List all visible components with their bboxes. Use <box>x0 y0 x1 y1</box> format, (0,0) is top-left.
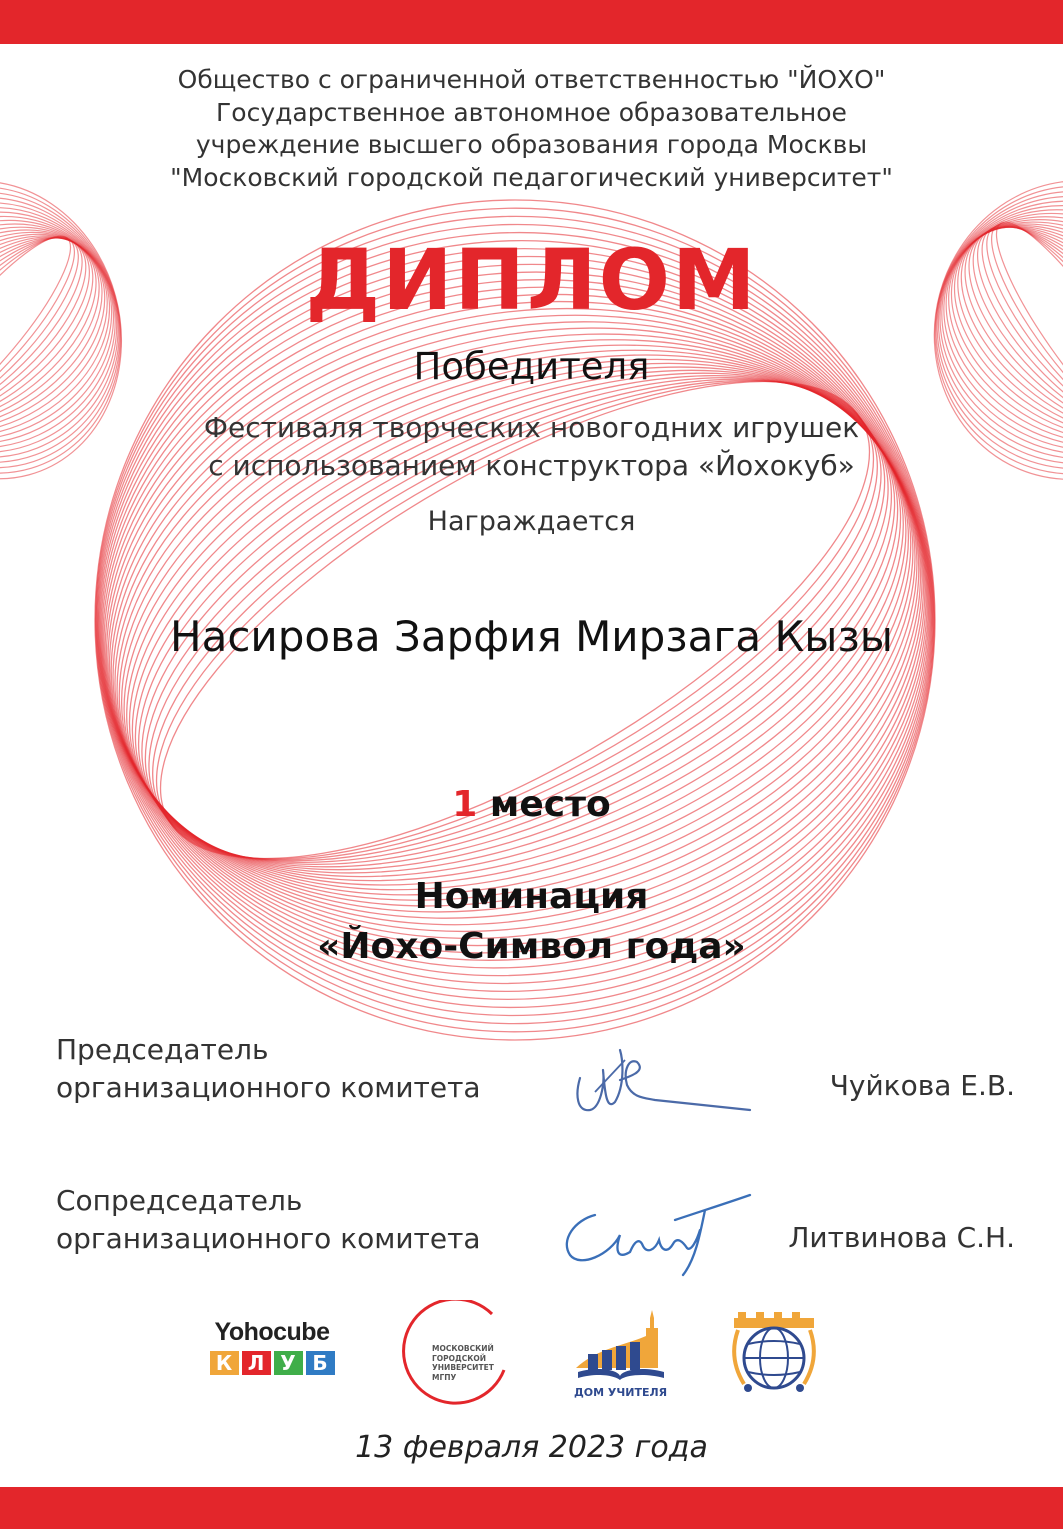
place-number: 1 <box>452 784 478 825</box>
dom-uchitelya-label: ДОМ УЧИТЕЛЯ <box>573 1386 668 1399</box>
yohocube-letter: Б <box>306 1351 335 1375</box>
nomination-label: Номинация <box>414 876 649 917</box>
role-line: организационного комитета <box>56 1071 481 1104</box>
mgpu-line: МОСКОВСКИЙ <box>432 1344 494 1353</box>
mgpu-line: УНИВЕРСИТЕТ <box>432 1363 494 1372</box>
organizer-line: Государственное автономное образовательное <box>216 97 847 127</box>
signature-name-cochair: Литвинова С.Н. <box>788 1221 1015 1254</box>
diploma-subtitle: Победителя <box>413 345 650 388</box>
globe-emblem-logo <box>722 1310 826 1394</box>
role-line: Сопредседатель <box>56 1184 303 1217</box>
place-heading <box>0 784 1063 825</box>
diploma-title: ДИПЛОМ <box>305 231 758 329</box>
signature-cochair-image <box>555 1180 760 1280</box>
organizers-block <box>0 64 1063 194</box>
yohocube-letter-row <box>207 1351 337 1375</box>
festival-line: с использованием конструктора «Йохокуб» <box>208 449 855 482</box>
awarded-label: Награждается <box>427 506 636 537</box>
yohocube-wordmark: Yohocube <box>214 1318 330 1346</box>
mgpu-line: ГОРОДСКОЙ <box>432 1353 486 1363</box>
signature-chair-image <box>565 1040 765 1125</box>
signature-role-cochair <box>56 1182 481 1258</box>
place-label: место <box>489 784 611 825</box>
recipient-name: Насирова Зарфия Мирзага Кызы <box>170 612 893 661</box>
dom-uchitelya-logo <box>568 1308 673 1400</box>
globe-icon <box>722 1310 826 1394</box>
role-line: организационного комитета <box>56 1222 481 1255</box>
nomination-block <box>0 872 1063 972</box>
issue-date: 13 февраля 2023 года <box>355 1430 708 1465</box>
yohocube-club-logo <box>207 1318 337 1390</box>
mgpu-text <box>432 1344 494 1382</box>
signature-name-chair: Чуйкова Е.В. <box>829 1069 1015 1102</box>
mgpu-line: МГПУ <box>432 1372 457 1382</box>
yohocube-letter: Л <box>242 1351 271 1375</box>
yohocube-letter: У <box>274 1351 303 1375</box>
signature-role-chair <box>56 1031 481 1107</box>
festival-line: Фестиваля творческих новогодних игрушек <box>203 411 860 444</box>
role-line: Председатель <box>56 1033 269 1066</box>
festival-description <box>0 409 1063 485</box>
yohocube-letter: К <box>210 1351 239 1375</box>
nomination-name: «Йохо-Символ года» <box>317 926 746 967</box>
organizer-line: учреждение высшего образования города Москвы <box>195 130 868 159</box>
organizer-line: Общество с ограниченной ответственностью "ЙОХО" <box>177 65 886 94</box>
building-icon <box>568 1308 673 1380</box>
organizer-line: "Московский городской педагогический университет" <box>170 162 893 192</box>
mgpu-logo <box>392 1300 520 1412</box>
